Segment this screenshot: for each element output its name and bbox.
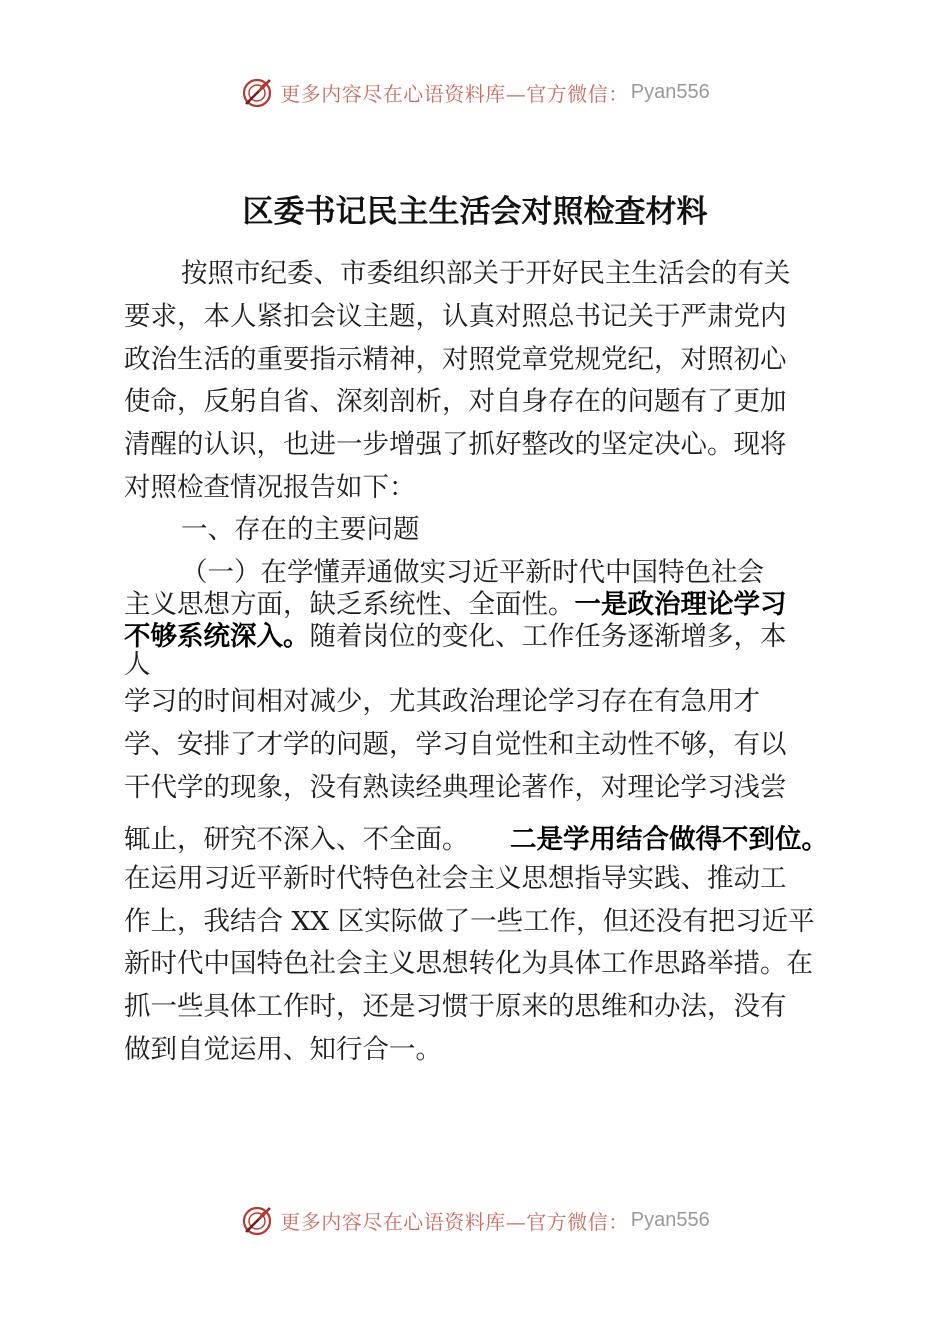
paragraph-line: 使命，反躬自省、深刻剖析，对自身存在的问题有了更加	[124, 386, 787, 417]
feather-logo-icon	[240, 1202, 276, 1238]
paragraph-line: 政治生活的重要指示精神，对照党章党规党纪，对照初心	[124, 344, 787, 375]
paragraph-line: 人	[124, 649, 151, 680]
paragraph-line: 干代学的现象，没有熟读经典理论著作，对理论学习浅尝	[124, 772, 787, 803]
bold-point-one: 一是政治理论学习	[574, 589, 787, 620]
paragraph-line: 学习的时间相对减少，尤其政治理论学习存在有急用才	[124, 686, 760, 717]
feather-logo-icon	[240, 74, 276, 110]
paragraph-line: 在运用习近平新时代特色社会主义思想指导实践、推动工	[124, 863, 787, 894]
paragraph-line: 要求，本人紧扣会议主题，认真对照总书记关于严肃党内	[124, 301, 787, 332]
paragraph-line: 不够系统深入。 随着岗位的变化、工作任务逐渐增多，本	[124, 621, 787, 652]
footer-banner	[0, 1198, 950, 1242]
paragraph-line: 按照市纪委、市委组织部关于开好民主生活会的有关	[181, 258, 791, 289]
section-heading: 一、存在的主要问题	[181, 514, 420, 545]
paragraph-line: 辄止，研究不深入、不全面。 二是学用结合做得不到位。	[124, 824, 828, 855]
paragraph-line: 做到自觉运用、知行合一。	[124, 1034, 442, 1065]
footer-wechat-id: Pyan556	[630, 1208, 710, 1231]
paragraph-line: 主义思想方面，缺乏系统性、全面性。 一是政治理论学习	[124, 589, 787, 620]
document-title: 区委书记民主生活会对照检查材料	[242, 194, 708, 230]
header-wechat-id: Pyan556	[630, 80, 710, 103]
header-brand-text: 更多内容尽在心语资料库—官方微信：	[280, 81, 629, 106]
header-banner	[0, 70, 950, 114]
paragraph-line: 对照检查情况报告如下：	[124, 472, 416, 503]
paragraph-line: 作上，我结合 XX 区实际做了一些工作，但还没有把习近平	[124, 906, 815, 937]
paragraph-line: 学、安排了才学的问题，学习自觉性和主动性不够，有以	[124, 729, 787, 760]
paragraph-line: 抓一些具体工作时，还是习惯于原来的思维和办法，没有	[124, 991, 787, 1022]
bold-point-two: 二是学用结合做得不到位。	[510, 824, 828, 855]
paragraph-line: 清醒的认识，也进一步增强了抓好整改的坚定决心。现将	[124, 429, 787, 460]
subsection-heading: （一）在学懂弄通做实习近平新时代中国特色社会	[181, 557, 764, 588]
bold-point-one-cont: 不够系统深入。	[124, 621, 310, 652]
paragraph-line: 新时代中国特色社会主义思想转化为具体工作思路举措。在	[124, 948, 813, 979]
footer-brand-text: 更多内容尽在心语资料库—官方微信：	[280, 1209, 629, 1234]
